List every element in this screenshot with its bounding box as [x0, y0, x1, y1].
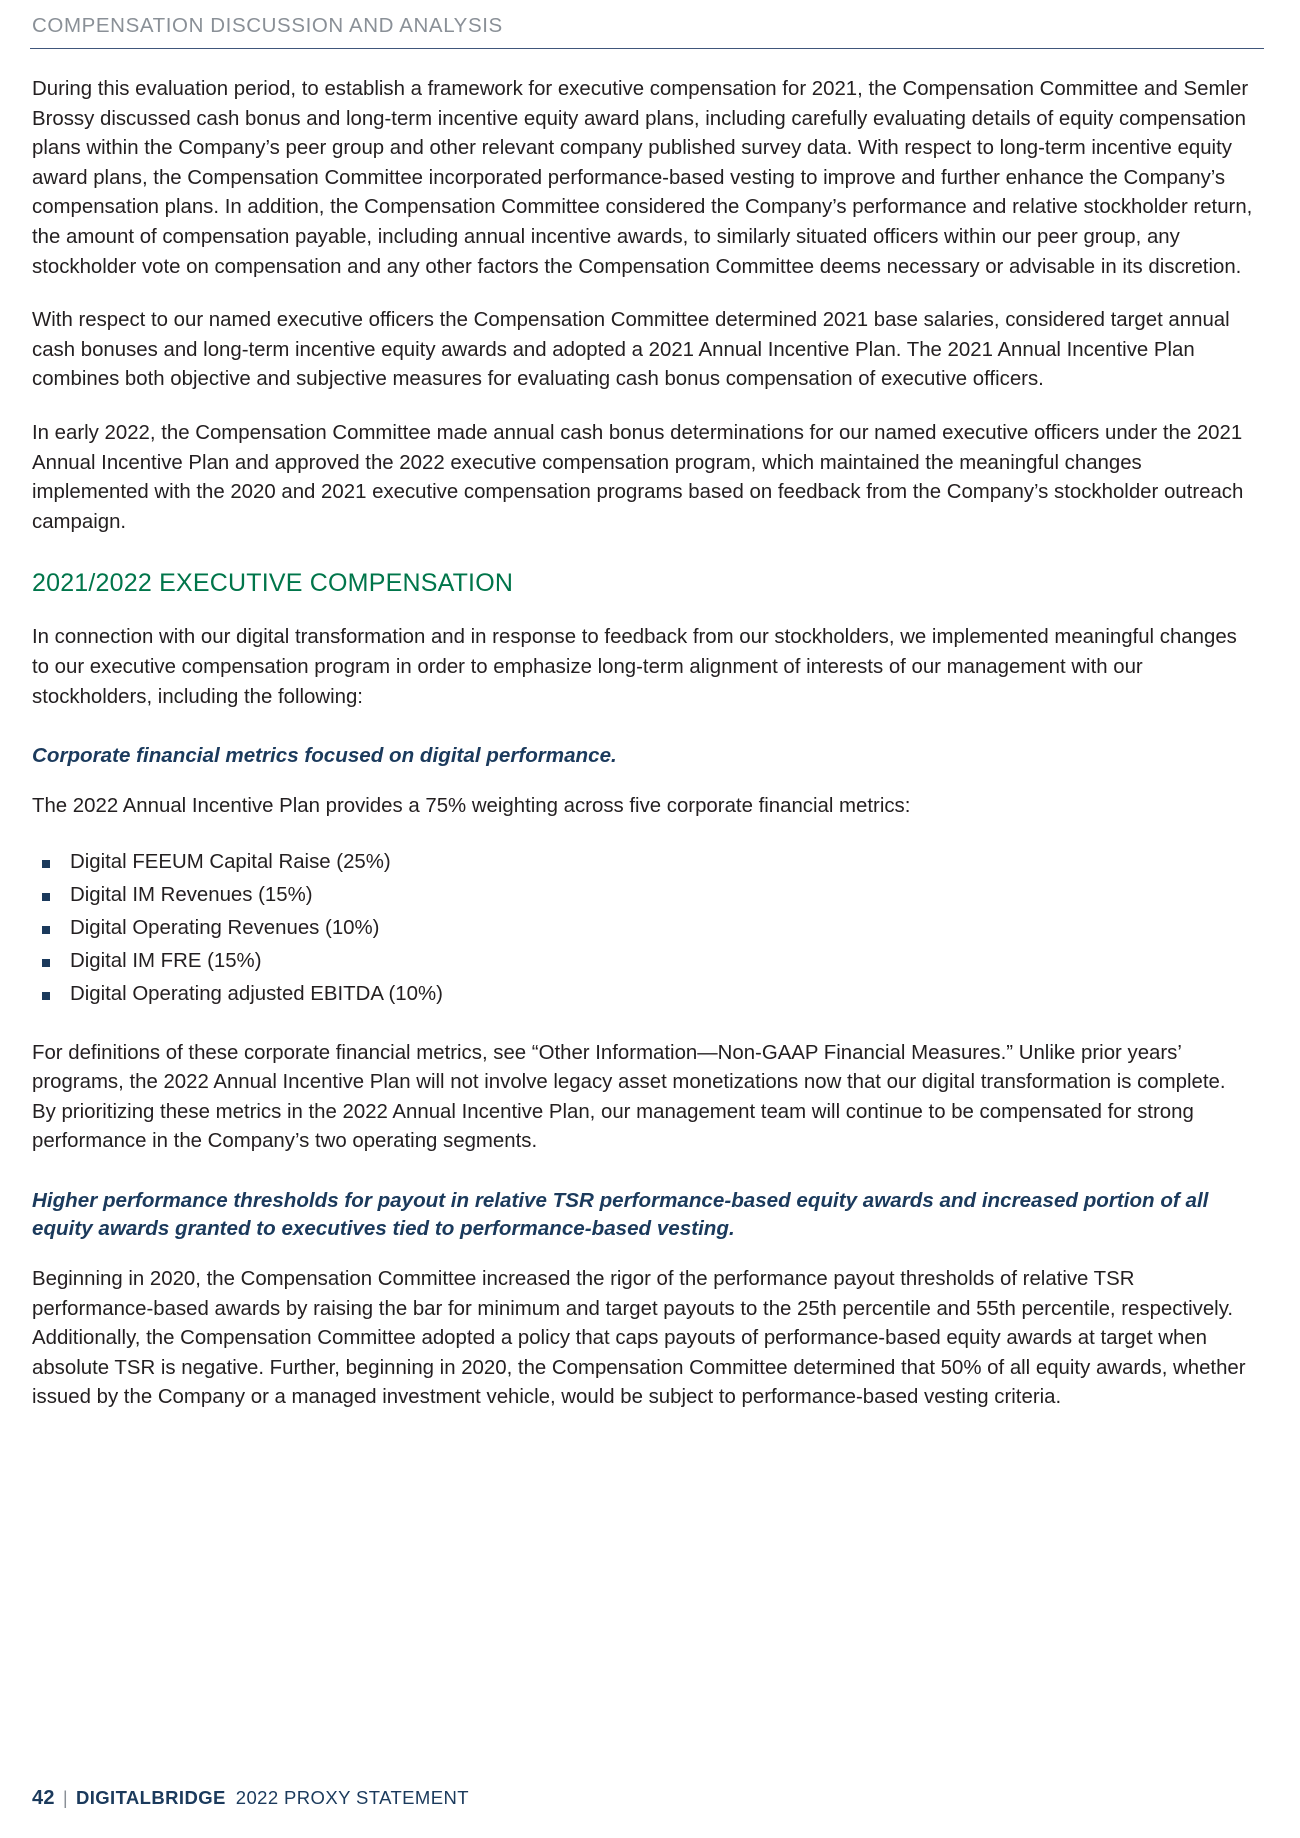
paragraph-section-intro: In connection with our digital transformation and in response to feedback from our stockholders, we implemented meaningful changes to our executive compensation program in order to emphasize long-term alignment of interests of our management with our stockholders, including the following:	[32, 626, 1237, 708]
subheading-performance-thresholds: Higher performance thresholds for payout in relative TSR performance-based equity awards and increased portion of all equity awards granted to executives tied to performance-based vesting.	[32, 1189, 1209, 1241]
footer-brand: DIGITALBRIDGE	[75, 1787, 226, 1808]
running-header	[30, 0, 1264, 49]
header-divider-rule	[30, 48, 1264, 49]
list-item: Digital FEEUM Capital Raise (25%)	[38, 846, 1254, 879]
paragraph-named-executive-officers: With respect to our named executive officers the Compensation Committee determined 2021 base salaries, considered target annual cash bonuses and long-term incentive equity awards and adopted a 2021 Annual Incentive Plan. The 2021 Annual Incentive Plan combines both objective and subjective measures for evaluating cash bonus compensation of executive officers.	[32, 309, 1230, 391]
running-header-title: COMPENSATION DISCUSSION AND ANALYSIS	[32, 14, 503, 37]
metrics-list	[32, 846, 1254, 1011]
list-item: Digital IM Revenues (15%)	[38, 879, 1254, 912]
footer-divider: |	[62, 1787, 68, 1808]
page-footer	[30, 1787, 1264, 1810]
footer-document-label: 2022 PROXY STATEMENT	[235, 1787, 469, 1808]
paragraph-evaluation-period: During this evaluation period, to establish a framework for executive compensation for 2021, the Compensation Committee and Semler Brossy discussed cash bonus and long-term incentive equity award plans, including carefully evaluating details of equity compensation plans within the Company’s peer group and other relevant company published survey data. With respect to long-term incentive equity award plans, the Compensation Committee incorporated performance-based vesting to improve and further enhance the Company’s compensation plans. In addition, the Compensation Committee considered the Company’s performance and relative stockholder return, the amount of compensation payable, including annual incentive awards, to similarly situated officers within our peer group, any stockholder vote on compensation and any other factors the Compensation Committee deems necessary or advisable in its discretion.	[32, 78, 1253, 278]
list-item: Digital IM FRE (15%)	[38, 945, 1254, 978]
paragraph-early-2022: In early 2022, the Compensation Committee made annual cash bonus determinations for our named executive officers under the 2021 Annual Incentive Plan and approved the 2022 executive compensation program, which maintained the meaningful changes implemented with the 2020 and 2021 executive compensation programs based on feedback from the Company’s stockholder outreach campaign.	[32, 421, 1244, 533]
footer-page-number: 42	[32, 1787, 55, 1809]
subheading-corporate-financial-metrics: Corporate financial metrics focused on digital performance.	[32, 744, 617, 768]
paragraph-metrics-intro: The 2022 Annual Incentive Plan provides a 75% weighting across five corporate financial metrics:	[32, 795, 911, 818]
page-content	[30, 49, 1264, 1413]
section-heading-executive-compensation: 2021/2022 EXECUTIVE COMPENSATION	[32, 569, 514, 598]
paragraph-metrics-definitions: For definitions of these corporate financial metrics, see “Other Information—Non-GAAP Financial Measures.” Unlike prior years’ programs, the 2022 Annual Incentive Plan will not involve legacy asset monetizations now that our digital transformation is complete. By prioritizing these metrics in the 2022 Annual Incentive Plan, our management team will continue to be compensated for strong performance in the Company’s two operating segments.	[32, 1041, 1226, 1153]
paragraph-tsr-thresholds: Beginning in 2020, the Compensation Committee increased the rigor of the performance payout thresholds of relative TSR performance-based awards by raising the bar for minimum and target payouts to the 25th percentile and 55th percentile, respectively. Additionally, the Compensation Committee adopted a policy that caps payouts of performance-based equity awards at target when absolute TSR is negative. Further, beginning in 2020, the Compensation Committee determined that 50% of all equity awards, whether issued by the Company or a managed investment vehicle, would be subject to performance-based vesting criteria.	[32, 1268, 1246, 1409]
list-item: Digital Operating Revenues (10%)	[38, 912, 1254, 945]
list-item: Digital Operating adjusted EBITDA (10%)	[38, 978, 1254, 1011]
